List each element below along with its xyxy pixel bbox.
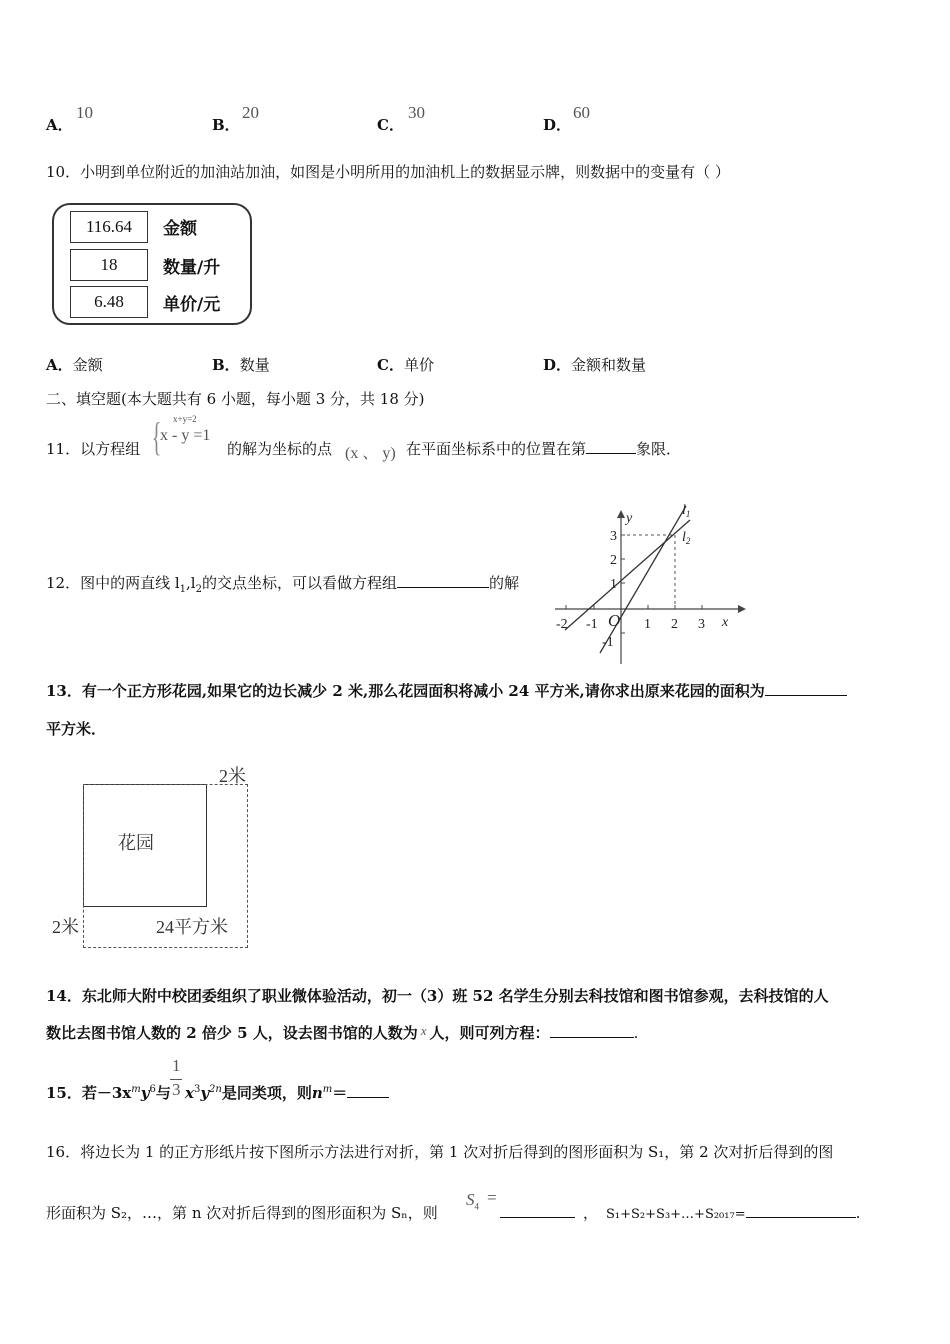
option-letter: C．: [377, 356, 404, 374]
q9-option-b-value: 20: [242, 103, 259, 122]
x-tick-label: 1: [644, 617, 651, 632]
section-heading: 二、填空题(本大题共有 6 小题，每小题 3 分，共 18 分): [46, 390, 425, 408]
q12-text-b: ,l: [186, 574, 196, 592]
q11-mid: 的解为坐标的点: [227, 440, 333, 458]
q13-end: 平方米．: [46, 720, 107, 738]
q14-end: .: [633, 1024, 639, 1042]
q16-text-a: 形面积为 S₂，…，第 n 次对折后得到的图形面积为 Sₙ，则: [46, 1204, 438, 1222]
option-text: 金额: [72, 356, 103, 374]
fraction-numerator: 1: [172, 1056, 181, 1075]
l1-label: [682, 503, 690, 519]
q14-line-2: [46, 1022, 638, 1043]
q12-text-c: 的交点坐标，可以看做方程组: [201, 574, 397, 592]
l2-label: [682, 530, 691, 546]
display-price-label: 单价/元: [163, 295, 221, 315]
q15-exp-6: 6: [149, 1084, 156, 1095]
q13-text: 13．有一个正方形花园,如果它的边长减少 2 米,那么花园面积将减小 24 平方米,请你求出原来花园的面积为: [46, 682, 765, 700]
q15-exp-m: m: [131, 1084, 141, 1095]
option-letter: C．: [377, 116, 404, 134]
option-letter: B．: [212, 116, 240, 134]
option-letter: B．: [212, 356, 240, 374]
q12-coordinate-graph: [550, 498, 750, 666]
q15-e: 是同类项，则: [221, 1084, 312, 1102]
q10-option-d: [543, 354, 646, 375]
q16-comma: ，: [583, 1204, 599, 1222]
q9-option-a-value: 10: [76, 103, 93, 122]
y-tick-label: -1: [602, 635, 614, 650]
q11-equation-1: x+y=2: [173, 414, 197, 424]
q14-line-1: 14．东北师大附中校团委组织了职业微体验活动，初一（3）班 52 名学生分别去科技馆和图书馆参观，去科技馆的人: [46, 987, 829, 1005]
y-tick-label: 1: [610, 577, 617, 592]
q10-option-a: [46, 354, 103, 375]
q13-question: [46, 680, 847, 701]
s4-equals: =: [487, 1188, 497, 1207]
q12-text-a: 12．图中的两直线 l: [46, 574, 180, 592]
option-letter: D．: [543, 116, 572, 134]
q14-variable: x: [420, 1023, 427, 1038]
display-price-value: 6.48: [70, 286, 148, 318]
answer-blank[interactable]: [586, 453, 636, 454]
q16-line-2: [46, 1202, 438, 1223]
origin-label: O: [608, 611, 621, 630]
answer-blank[interactable]: [397, 587, 489, 588]
left-width-label: 2米: [52, 917, 79, 937]
q12-question: [46, 572, 519, 595]
l2-subscript: 2: [195, 584, 202, 595]
q16-sum: S₁+S₂+S₃+…+S₂₀₁₇=: [606, 1207, 746, 1222]
top-width-label: 2米: [219, 766, 246, 786]
q9-option-d-value: 60: [573, 103, 590, 122]
y-tick-label: 2: [610, 553, 617, 568]
l1-subscript: 1: [179, 584, 187, 595]
s4-sub: 4: [474, 1201, 479, 1212]
s4-symbol: [466, 1190, 479, 1211]
q15-b: 与: [155, 1084, 171, 1102]
q16-end: .: [855, 1204, 861, 1222]
fraction-denominator: 3: [172, 1080, 181, 1099]
option-letter: D．: [543, 356, 572, 374]
x-tick-label: -1: [586, 617, 598, 632]
q11-suffix: [406, 438, 681, 459]
option-letter: A．: [46, 356, 73, 374]
x-axis-arrow: [738, 605, 746, 613]
q11-prefix: 11．以方程组: [46, 440, 141, 458]
q14-text-a: 数比去图书馆人数的 2 倍少 5 人，设去图书馆的人数为: [46, 1024, 418, 1042]
x-tick-label: 2: [671, 617, 678, 632]
q9-option-c: [377, 114, 404, 135]
q9-option-a: [46, 114, 73, 135]
answer-blank[interactable]: [347, 1097, 389, 1098]
display-quantity-label: 数量/升: [163, 258, 221, 278]
q15-exp-m2: m: [322, 1084, 333, 1095]
q15-f: ＝: [332, 1084, 348, 1102]
l1-text: l: [682, 503, 686, 518]
system-brace: {: [151, 414, 162, 459]
q9-option-c-value: 30: [408, 103, 425, 122]
q15-exp-3: 3: [193, 1084, 201, 1095]
s4-letter: S: [466, 1190, 475, 1209]
x-axis-label: x: [722, 615, 729, 630]
display-quantity-value: 18: [70, 249, 148, 281]
option-text: 金额和数量: [571, 356, 647, 374]
answer-blank[interactable]: [550, 1037, 634, 1038]
q16-tail: [500, 1202, 860, 1223]
q16-line-1: 16．将边长为 1 的正方形纸片按下图所示方法进行对折，第 1 次对折后得到的图形面积为 S₁，第 2 次对折后得到的图: [46, 1143, 834, 1161]
option-text: 数量: [239, 356, 270, 374]
q11-equation-2: x - y =1: [160, 427, 211, 444]
q9-option-b: [212, 114, 240, 135]
answer-blank[interactable]: [500, 1217, 575, 1218]
q11-end: 象限．: [636, 440, 682, 458]
q12-end: 的解: [489, 574, 520, 592]
option-letter: A．: [46, 116, 73, 134]
answer-blank[interactable]: [765, 695, 847, 696]
y-axis-arrow: [617, 510, 625, 518]
q15-question: [46, 1082, 171, 1103]
option-text: 单价: [403, 356, 434, 374]
y-tick-label: 3: [610, 529, 617, 544]
q15-a: 15．若－3x: [46, 1084, 132, 1102]
answer-blank[interactable]: [746, 1217, 856, 1218]
q15-exp-2n: 2n: [209, 1084, 222, 1095]
q10-option-b: [212, 354, 270, 375]
q15-y2: y: [200, 1084, 210, 1102]
line-l2: [565, 520, 690, 630]
l2-sub: 2: [685, 536, 691, 546]
q10-option-c: [377, 354, 434, 375]
q15-rest: [185, 1082, 389, 1103]
area-label: 24平方米: [156, 917, 228, 937]
display-amount-value: 116.64: [70, 211, 148, 243]
x-tick-label: -2: [556, 617, 568, 632]
x-tick-label: 3: [698, 617, 705, 632]
l1-sub: 1: [685, 509, 691, 519]
q15-x: x: [185, 1084, 194, 1102]
q15-y: y: [140, 1084, 150, 1102]
l2-text: l: [682, 530, 686, 545]
q9-option-d: [543, 114, 571, 135]
q11-point: (x 、 y): [345, 445, 396, 462]
q11-suffix-text: 在平面坐标系中的位置在第: [406, 440, 587, 458]
q15-n: n: [311, 1084, 323, 1102]
display-amount-label: 金额: [163, 219, 197, 239]
garden-label: 花园: [118, 833, 154, 854]
q14-text-b: 人，则可列方程：: [429, 1024, 550, 1042]
q10-question: 10．小明到单位附近的加油站加油，如图是小明所用的加油机上的数据显示牌，则数据中的变量有（ ）: [46, 163, 730, 181]
y-axis-label: y: [626, 511, 633, 526]
